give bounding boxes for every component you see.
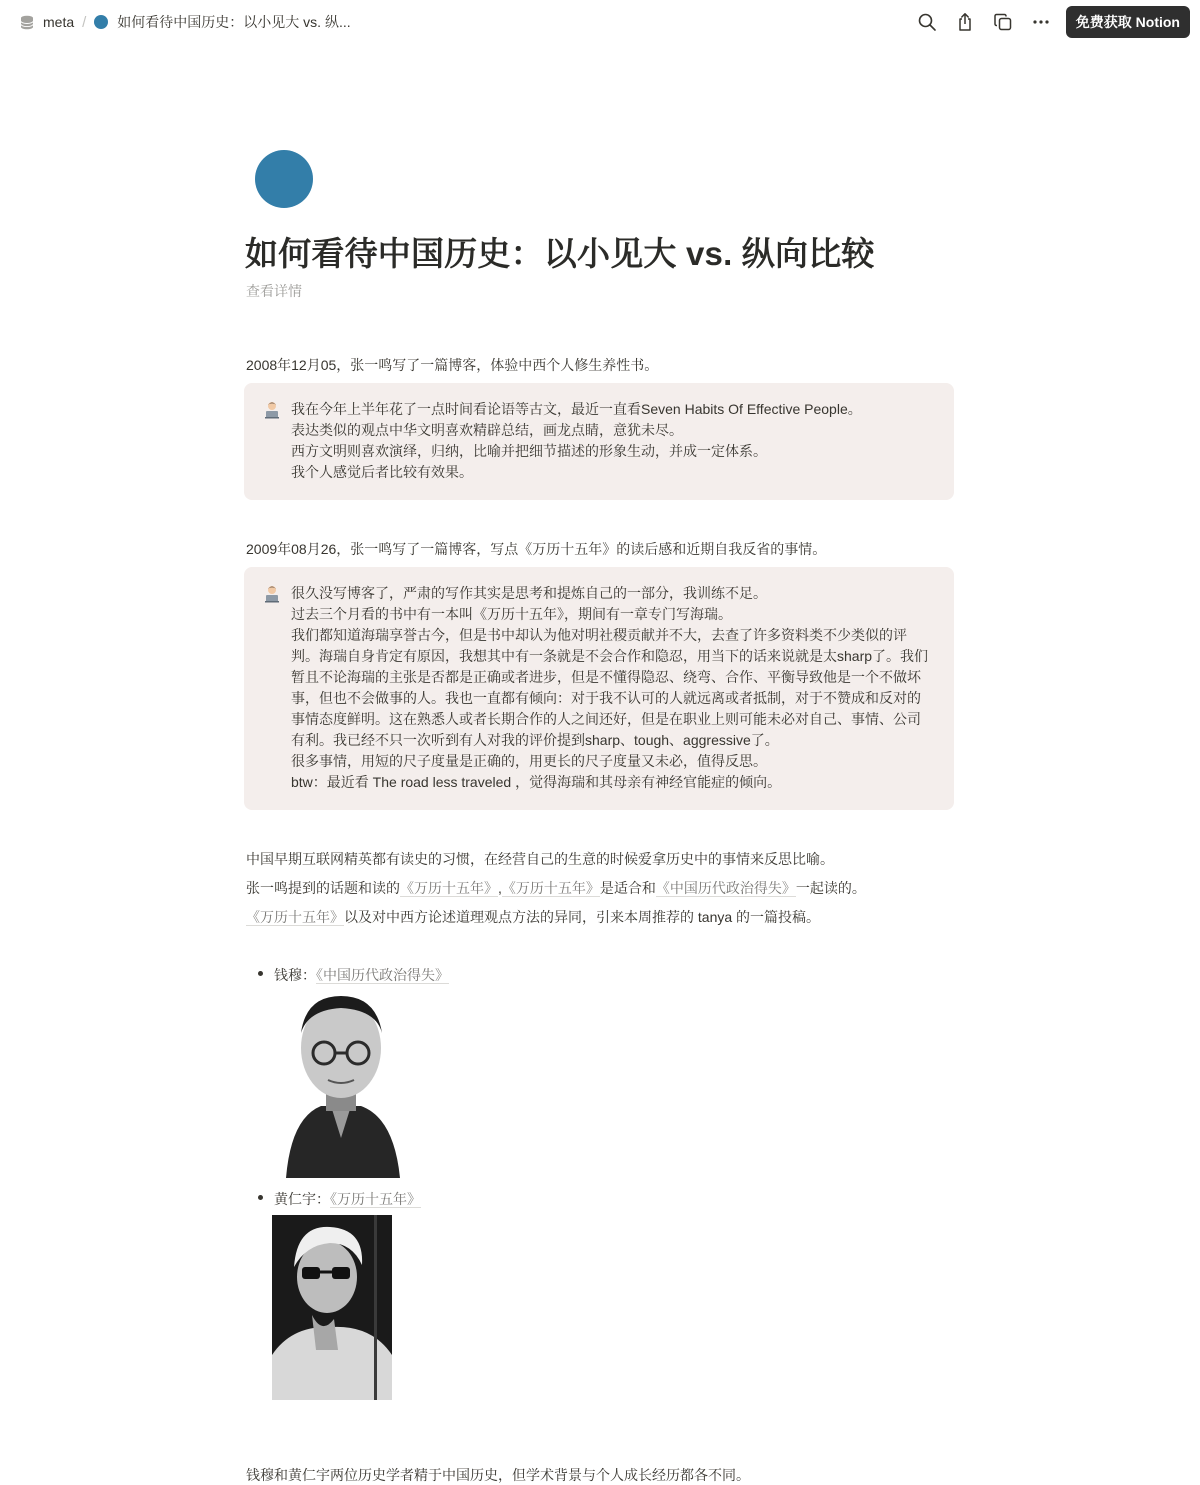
technologist-emoji-icon — [262, 400, 282, 420]
breadcrumb-workspace[interactable] — [20, 14, 74, 30]
paragraph-6: 钱穆和黄仁宇两位历史学者精于中国历史，但学术背景与个人成长经历都各不同。 — [246, 1467, 750, 1483]
callout-block-1 — [244, 383, 954, 500]
page-title[interactable]: 如何看待中国历史：以小见大 vs. 纵向比较 — [245, 235, 875, 272]
paragraph-1: 2008年12月05，张一鸣写了一篇博客，体验中西个人修生养性书。 — [246, 357, 659, 373]
paragraph-4 — [246, 878, 866, 898]
list-item — [274, 965, 449, 985]
search-button[interactable] — [908, 6, 946, 38]
book-link-wanli[interactable]: 《万历十五年》 — [246, 909, 344, 925]
duplicate-button[interactable] — [984, 6, 1022, 38]
paragraph-4-text: 张一鸣提到的话题和读的 — [246, 880, 400, 896]
search-icon — [917, 12, 937, 32]
breadcrumb-workspace-label: meta — [43, 14, 75, 30]
portrait-qian-mu-image[interactable] — [276, 988, 406, 1178]
paragraph-4-text: 一起读的。 — [795, 880, 866, 896]
list-item-label: 钱穆： — [274, 967, 316, 983]
get-notion-button[interactable]: 免费获取 Notion — [1066, 6, 1190, 38]
paragraph-4-text: , — [498, 880, 502, 896]
paragraph-2: 2009年08月26，张一鸣写了一篇博客，写点《万历十五年》的读后感和近期自我反省的事情。 — [246, 541, 827, 557]
book-link-zhengzhi[interactable]: 《中国历代政治得失》 — [655, 880, 796, 896]
bullet-dot — [258, 1195, 263, 1200]
share-icon — [955, 12, 975, 32]
callout-block-2 — [244, 567, 954, 810]
breadcrumb-separator: / — [82, 13, 87, 31]
breadcrumb-page-label: 如何看待中国历史：以小见大 vs. 纵... — [117, 14, 351, 30]
technologist-emoji-icon — [262, 584, 282, 604]
list-item-label: 黄仁宇： — [274, 1191, 330, 1207]
more-button[interactable] — [1022, 6, 1060, 38]
view-details-link[interactable]: 查看详情 — [246, 283, 302, 299]
breadcrumb — [20, 12, 351, 32]
book-link-wanli[interactable]: 《万历十五年》 — [400, 880, 498, 896]
book-link-zhengzhi[interactable]: 《中国历代政治得失》 — [316, 967, 449, 983]
paragraph-4-text: 是适合和 — [599, 880, 656, 896]
book-link-wanli[interactable]: 《万历十五年》 — [330, 1191, 421, 1207]
top-bar — [0, 0, 1200, 44]
paragraph-5 — [246, 907, 820, 927]
book-link-wanli[interactable]: 《万历十五年》 — [501, 880, 600, 896]
portrait-huang-renyu-image[interactable] — [272, 1215, 392, 1400]
list-item — [274, 1189, 421, 1209]
more-icon — [1031, 12, 1051, 32]
breadcrumb-page[interactable] — [94, 12, 350, 32]
page-dot-icon — [94, 15, 108, 29]
duplicate-icon — [993, 12, 1013, 32]
bullet-dot — [258, 971, 263, 976]
page-icon[interactable] — [255, 150, 313, 208]
database-icon — [20, 15, 34, 30]
toolbar — [908, 6, 1190, 38]
share-button[interactable] — [946, 6, 984, 38]
callout-2-text: 很久没写博客了，严肃的写作其实是思考和提炼自己的一部分，我训练不足。 过去三个月看的书中有一本叫《万历十五年》，期间有一章专门写海瑞。 我们都知道海瑞享誉古今，但是书中却认为他对明社稷贡献并不大，去查了许多资料类不少类似的评判。海瑞自身肯定有原因，我想其中有一条就是不会合作和隐忍，用当下的话来说就是太sharp了。我们暂且不论海瑞的主张是否都是正确或者进步，但是不懂得隐忍、绕弯、合作、平衡导致他是一个不做坏事，但也不会做事的人。我也一直都有倾向：对于我不认可的人就远离或者抵制，对于不赞成和反对的事情态度鲜明。这在熟悉人或者长期合作的人之间还好，但是在职业上则可能未必对自己、事情、公司有利。我已经不只一次听到有人对我的评价提到sharp、tough、aggressive了。 很多事情，用短的尺子度量是正确的，用更长的尺子度量又未必，值得反思。 btw：最近看 The road less traveled ，觉得海瑞和其母亲有神经官能症的倾向。 — [291, 585, 929, 790]
paragraph-3: 中国早期互联网精英都有读史的习惯，在经营自己的生意的时候爱拿历史中的事情来反思比喻。 — [246, 851, 834, 867]
callout-1-text: 我在今年上半年花了一点时间看论语等古文，最近一直看Seven Habits Of Effective People。 表达类似的观点中华文明喜欢精辟总结，画龙点睛，意犹未尽。 西方文明则喜欢演绎，归纳，比喻并把细节描述的形象生动，并成一定体系。 我个人感觉后者比较有效果。 — [291, 401, 862, 480]
paragraph-5-text: 以及对中西方论述道理观点方法的异同，引来本周推荐的 tanya 的一篇投稿。 — [344, 909, 821, 925]
